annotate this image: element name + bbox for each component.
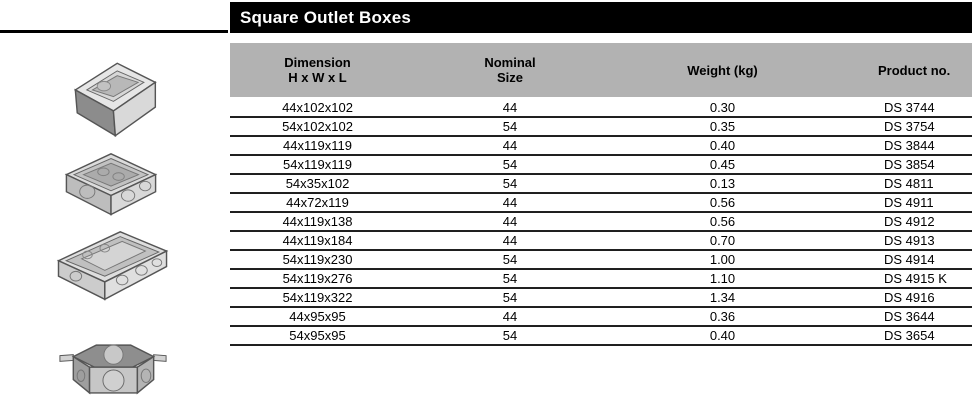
cell-nominal-size: 54: [502, 252, 518, 267]
table-row: [230, 270, 972, 289]
table-row: [230, 213, 972, 232]
header-product-no: Product no.: [878, 62, 951, 78]
cell-nominal-size: 44: [502, 138, 518, 153]
table-row: [230, 232, 972, 251]
table-row: [230, 156, 972, 175]
table-header-row: [230, 43, 972, 97]
cell-dimension: 54x119x119: [283, 157, 352, 172]
cell-product-no: DS 3844: [884, 138, 935, 153]
top-divider-line: [0, 30, 228, 33]
cell-product-no: DS 3754: [884, 119, 935, 134]
cell-nominal-size: 44: [502, 214, 518, 229]
section-title-banner: [230, 2, 972, 33]
cell-nominal-size: 44: [502, 195, 518, 210]
cell-weight: 1.10: [709, 271, 736, 286]
table-body: [230, 99, 972, 346]
cell-weight: 0.36: [709, 309, 736, 324]
cell-dimension: 44x119x119: [283, 138, 352, 153]
cell-product-no: DS 4913: [884, 233, 935, 248]
cell-weight: 0.40: [709, 328, 736, 343]
table-row: [230, 99, 972, 118]
cell-nominal-size: 54: [502, 157, 518, 172]
table-row: [230, 251, 972, 270]
cell-weight: 1.00: [709, 252, 736, 267]
cell-product-no: DS 4811: [884, 176, 934, 191]
cell-weight: 0.40: [709, 138, 736, 153]
cell-product-no: DS 4912: [884, 214, 935, 229]
cell-dimension: 54x119x230: [282, 252, 353, 267]
cell-dimension: 54x95x95: [289, 328, 346, 343]
cell-dimension: 54x119x322: [282, 290, 353, 305]
cell-nominal-size: 54: [502, 119, 518, 134]
cell-product-no: DS 4914: [884, 252, 935, 267]
cell-nominal-size: 54: [502, 271, 518, 286]
table-row: [230, 308, 972, 327]
cell-weight: 0.70: [709, 233, 736, 248]
cell-product-no: DS 3644: [884, 309, 935, 324]
header-weight: Weight (kg): [687, 62, 758, 78]
table-row: [230, 327, 972, 346]
table-row: [230, 289, 972, 308]
cell-weight: 0.30: [709, 100, 736, 115]
cell-weight: 1.34: [709, 290, 736, 305]
cell-dimension: 54x35x102: [285, 176, 350, 191]
cell-dimension: 54x119x276: [282, 271, 353, 286]
table-row: [230, 175, 972, 194]
cell-weight: 0.56: [709, 195, 736, 210]
square-open-outlet-box-photo: [58, 150, 164, 224]
cell-nominal-size: 44: [502, 100, 518, 115]
cell-nominal-size: 44: [502, 309, 518, 324]
cell-product-no: DS 4916: [884, 290, 935, 305]
header-dimension: Dimension H x W x L: [284, 55, 351, 85]
closed-outlet-box-photo: [62, 53, 162, 145]
table-row: [230, 137, 972, 156]
cell-dimension: 44x72x119: [286, 195, 349, 210]
cell-dimension: 54x102x102: [282, 119, 353, 134]
page-title: Square Outlet Boxes: [240, 7, 412, 27]
cell-nominal-size: 54: [502, 328, 518, 343]
header-nominal-size: Nominal Size: [484, 55, 536, 85]
cell-dimension: 44x119x138: [282, 214, 353, 229]
product-table: [230, 43, 972, 346]
cell-dimension: 44x95x95: [289, 309, 346, 324]
cell-product-no: DS 4915 K: [884, 271, 947, 286]
cell-nominal-size: 54: [502, 176, 518, 191]
table-row: [230, 118, 972, 137]
cell-dimension: 44x102x102: [282, 100, 353, 115]
cell-weight: 0.45: [709, 157, 736, 172]
cell-nominal-size: 54: [502, 290, 518, 305]
cell-product-no: DS 3744: [884, 100, 935, 115]
cell-product-no: DS 4911: [884, 195, 934, 210]
rect-open-outlet-box-photo: [52, 226, 174, 308]
cell-weight: 0.35: [709, 119, 736, 134]
table-row: [230, 194, 972, 213]
cell-weight: 0.56: [709, 214, 736, 229]
cell-dimension: 44x119x184: [282, 233, 353, 248]
cell-product-no: DS 3854: [884, 157, 935, 172]
cell-product-no: DS 3654: [884, 328, 935, 343]
cell-nominal-size: 44: [502, 233, 518, 248]
cell-weight: 0.13: [709, 176, 736, 191]
octagonal-outlet-box-photo: [58, 335, 168, 405]
